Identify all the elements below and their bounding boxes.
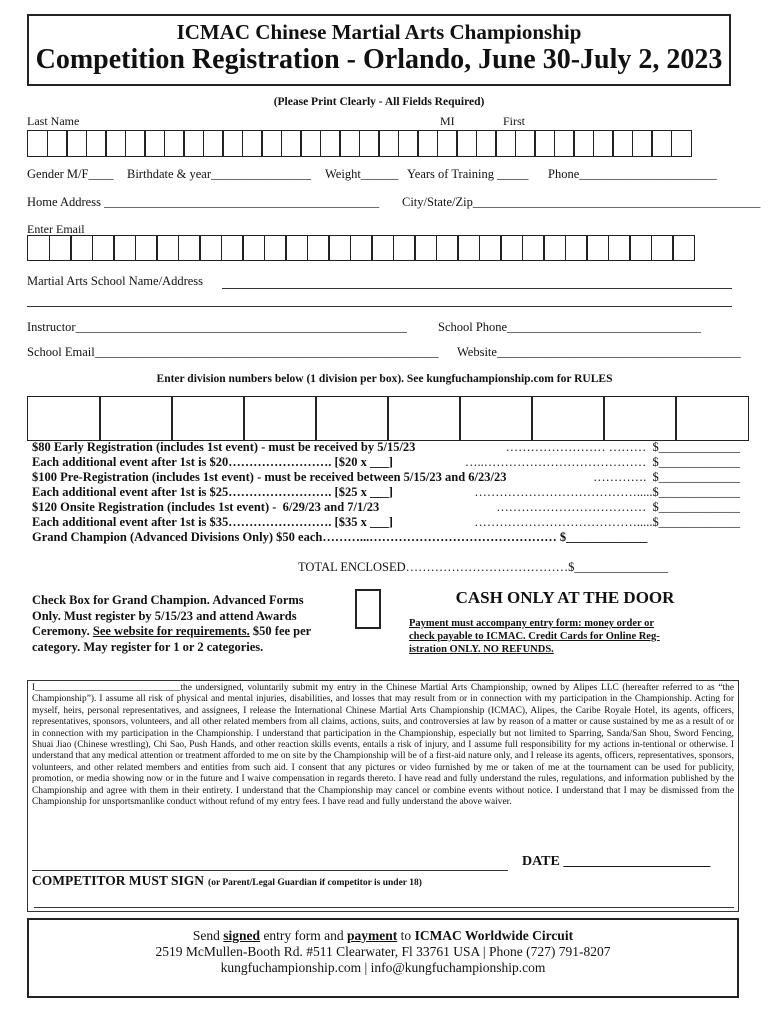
website-field[interactable]: Website_______________________________________ <box>457 345 741 359</box>
form-title: Competition Registration - Orlando, June 30-July 2, 2023 <box>35 44 723 75</box>
name-letter-box[interactable] <box>105 130 126 157</box>
fee-row <box>32 455 744 470</box>
grand-champion-line-2: Only. Must register by 5/15/23 and attend Awards <box>32 608 297 623</box>
name-letter-box[interactable] <box>515 130 536 157</box>
years-training-field[interactable]: Years of Training _____ <box>407 167 529 181</box>
name-letter-box[interactable] <box>203 130 224 157</box>
school-name-label: Martial Arts School Name/Address <box>27 274 204 288</box>
send-payment: payment <box>347 928 398 943</box>
email-letter-box[interactable] <box>629 235 652 261</box>
guardian-signature-line[interactable] <box>34 907 734 908</box>
waiver-name-blank[interactable]: I_______________________________ <box>32 683 181 693</box>
email-letter-box[interactable] <box>586 235 609 261</box>
fee-description: Each additional event after 1st is $20……………………. [$20 x ___] <box>32 455 393 469</box>
grand-champion-line-1: Check Box for Grand Champion. Advanced Forms <box>32 593 304 607</box>
email-letter-box[interactable] <box>156 235 179 261</box>
web-contact[interactable]: kungfuchampionship.com | info@kungfuchampionship.com <box>220 960 546 975</box>
email-letter-box[interactable] <box>285 235 308 261</box>
email-letter-box[interactable] <box>500 235 523 261</box>
gender-field[interactable]: Gender M/F____ <box>27 167 114 181</box>
sign-label: COMPETITOR MUST SIGN <box>32 873 205 888</box>
email-letter-box[interactable] <box>92 235 115 261</box>
email-letter-box[interactable] <box>178 235 201 261</box>
name-letter-box[interactable] <box>183 130 204 157</box>
fee-description: Each additional event after 1st is $25……………………. [$25 x ___] <box>32 485 393 499</box>
phone-field[interactable]: Phone______________________ <box>548 167 717 181</box>
name-letter-box[interactable] <box>86 130 107 157</box>
email-letter-box[interactable] <box>608 235 631 261</box>
fee-description: $100 Pre-Registration (includes 1st event) - must be received between 5/15/23 and 6/23/23 <box>32 470 507 484</box>
name-letter-box[interactable] <box>398 130 419 157</box>
name-letter-box[interactable] <box>261 130 282 157</box>
fee-row <box>32 470 744 485</box>
grand-champion-line-3: Ceremony. See website for requirements. $50 fee per <box>32 624 312 638</box>
payment-note <box>409 617 660 656</box>
name-letter-box[interactable] <box>593 130 614 157</box>
name-letter-box[interactable] <box>66 130 87 157</box>
waiver-box <box>27 680 739 912</box>
name-letter-box[interactable] <box>164 130 185 157</box>
name-letter-box[interactable] <box>359 130 380 157</box>
name-letter-box[interactable] <box>476 130 497 157</box>
last-name-label: Last Name <box>27 114 80 128</box>
total-enclosed-field[interactable]: TOTAL ENCLOSED…………………………………$_______________ <box>298 560 669 574</box>
first-name-label: First <box>503 114 526 128</box>
school-email-field[interactable]: School Email_______________________________________________________ <box>27 345 439 359</box>
email-letter-box[interactable] <box>543 235 566 261</box>
name-letter-box[interactable] <box>495 130 516 157</box>
name-letter-boxes[interactable] <box>27 130 690 157</box>
email-letter-box[interactable] <box>70 235 93 261</box>
name-letter-box[interactable] <box>534 130 555 157</box>
email-letter-box[interactable] <box>221 235 244 261</box>
send-instruction: Send signed entry form and payment to ICMAC Worldwide Circuit <box>192 928 574 943</box>
email-letter-box[interactable] <box>371 235 394 261</box>
name-letter-box[interactable] <box>47 130 68 157</box>
sign-note: (or Parent/Legal Guardian if competitor is under 18) <box>208 878 422 888</box>
waiver-body: the undersigned, voluntarily submit my entry in the Chinese Martial Arts Championship, owned by Alipes LLC (hereafter referred to as “the Championship”). I assume all risk of physical and mental injuries, disabilities, and losses that may result from or in connection with my participation in the Championship. Acting for myself, heirs, personal representatives, and assignees, I release the International Chinese Martial Arts Championship (ICMAC), Alipes, the Caribe Royale Hotel, its agents, officers, representatives, sponsors, volunteers, and all other related members from all claims, actions, suits, and controversies at law by reason of a matter or cause sustained by me as a result of or in connection with my participation in the Championship. I understand that participation in the Championship, especially but not limited to Sparring, Sanda/San Shou, Sword Fencing, Shuai Jiao (Chinese wrestling), Chi Sao, Push Hands, and other reaction skills events, entails a risk of injury, and I assume full responsibility for my actions in-tentional or otherwise. I understand that any medical attention or treatment afforded to me on site by the Championship will be of a first-aid nature only, and I release its agents, officers, representatives, sponsors, volunteers, and other related members and entities from such aid. I consent that any pictures or video furnished by me or taken of me at the tournament can be used for publicity, promotion, or media showing now or in the future and I waive compensation in regards thereto. I have read and fully understand the rules, regulations, and information published by the Championship and agree with them in their entirety. I understand that the Championship may cancel or combine events without notice. I understand that I may be dismissed from the Championship for unsportsmanlike conduct without refund of my entry fees. I have read and fully understand the above waiver. <box>32 683 734 808</box>
waiver-text <box>32 683 734 808</box>
email-letter-boxes[interactable] <box>27 235 694 261</box>
email-letter-box[interactable] <box>135 235 158 261</box>
sign-instruction <box>32 872 422 890</box>
email-letter-box[interactable] <box>651 235 674 261</box>
send-signed: signed <box>223 928 261 943</box>
school-phone-field[interactable]: School Phone_______________________________ <box>438 320 701 334</box>
city-state-zip-field[interactable]: City/State/Zip______________________________________________ <box>402 195 761 209</box>
email-letter-box[interactable] <box>264 235 287 261</box>
email-letter-box[interactable] <box>436 235 459 261</box>
fee-row <box>32 440 744 455</box>
name-letter-box[interactable] <box>671 130 692 157</box>
payment-note-line-1: Payment must accompany entry form: money order or <box>409 618 655 629</box>
email-letter-box[interactable] <box>307 235 330 261</box>
mi-label: MI <box>440 114 455 128</box>
name-letter-box[interactable] <box>281 130 302 157</box>
division-box[interactable] <box>531 396 605 441</box>
fee-description: $120 Onsite Registration (includes 1st event) - 6/29/23 and 7/1/23 <box>32 500 380 514</box>
email-letter-box[interactable] <box>457 235 480 261</box>
payment-note-line-2: check payable to ICMAC. Credit Cards for Online Reg- <box>409 631 660 642</box>
name-letter-box[interactable] <box>300 130 321 157</box>
name-letter-box[interactable] <box>554 130 575 157</box>
cash-heading: CASH ONLY AT THE DOOR <box>455 588 675 607</box>
footer-box <box>27 918 739 998</box>
fee-description: $80 Early Registration (includes 1st event) - must be received by 5/15/23 <box>32 440 416 454</box>
division-box[interactable] <box>27 396 101 441</box>
email-letter-box[interactable] <box>199 235 222 261</box>
school-address-line-2[interactable] <box>27 306 732 307</box>
name-letter-box[interactable] <box>27 130 48 157</box>
division-box[interactable] <box>675 396 749 441</box>
email-letter-box[interactable] <box>350 235 373 261</box>
name-letter-box[interactable] <box>456 130 477 157</box>
email-letter-box[interactable] <box>522 235 545 261</box>
email-label: Enter Email <box>27 222 85 236</box>
division-box[interactable] <box>243 396 317 441</box>
send-to: ICMAC Worldwide Circuit <box>414 928 574 943</box>
print-note: (Please Print Clearly - All Fields Required) <box>273 96 485 108</box>
fee-row <box>32 500 744 515</box>
name-letter-box[interactable] <box>651 130 672 157</box>
fee-amount[interactable]: ………………………………….....$_____________ <box>474 515 740 529</box>
name-letter-box[interactable] <box>417 130 438 157</box>
fee-list <box>32 440 744 545</box>
name-letter-box[interactable] <box>437 130 458 157</box>
email-letter-box[interactable] <box>113 235 136 261</box>
name-letter-box[interactable] <box>242 130 263 157</box>
mailing-address: 2519 McMullen-Booth Rd. #511 Clearwater, Fl 33761 USA | Phone (727) 791-8207 <box>155 944 611 959</box>
division-boxes[interactable] <box>27 396 747 441</box>
name-letter-box[interactable] <box>612 130 633 157</box>
email-letter-box[interactable] <box>27 235 50 261</box>
email-letter-box[interactable] <box>49 235 72 261</box>
name-letter-box[interactable] <box>222 130 243 157</box>
email-letter-box[interactable] <box>414 235 437 261</box>
event-title: ICMAC Chinese Martial Arts Championship <box>176 20 582 44</box>
name-letter-box[interactable] <box>339 130 360 157</box>
division-note: Enter division numbers below (1 division per box). See kungfuchampionship.com for RULES <box>156 373 613 385</box>
grand-champion-checkbox[interactable] <box>355 589 381 629</box>
birthdate-field[interactable]: Birthdate & year________________ <box>127 167 311 181</box>
email-letter-box[interactable] <box>565 235 588 261</box>
fee-amount[interactable]: …..………………………………… $_____________ <box>465 455 740 469</box>
division-box[interactable] <box>459 396 533 441</box>
email-letter-box[interactable] <box>672 235 695 261</box>
payment-note-line-3: istration ONLY. NO REFUNDS. <box>409 644 554 655</box>
email-letter-box[interactable] <box>328 235 351 261</box>
home-address-field[interactable]: Home Address ____________________________________________ <box>27 195 380 209</box>
email-letter-box[interactable] <box>242 235 265 261</box>
grand-champion-line-4: category. May register for 1 or 2 categories. <box>32 639 264 654</box>
division-box[interactable] <box>603 396 677 441</box>
weight-field[interactable]: Weight______ <box>325 167 399 181</box>
fee-row <box>32 485 744 500</box>
instructor-field[interactable]: Instructor_____________________________________________________ <box>27 320 407 334</box>
fee-row <box>32 530 744 545</box>
name-letter-box[interactable] <box>378 130 399 157</box>
email-letter-box[interactable] <box>479 235 502 261</box>
division-box[interactable] <box>387 396 461 441</box>
name-letter-box[interactable] <box>125 130 146 157</box>
name-letter-box[interactable] <box>320 130 341 157</box>
email-letter-box[interactable] <box>393 235 416 261</box>
grand-champion-text <box>32 593 311 655</box>
fee-row <box>32 515 744 530</box>
name-letter-box[interactable] <box>144 130 165 157</box>
title-box <box>27 14 731 86</box>
fee-description: Each additional event after 1st is $35……………………. [$35 x ___] <box>32 515 393 529</box>
division-box[interactable] <box>99 396 173 441</box>
division-box[interactable] <box>315 396 389 441</box>
fee-amount[interactable]: ……………………………… $_____________ <box>496 500 740 514</box>
fee-amount[interactable]: …………………… ……… $_____________ <box>505 440 740 454</box>
division-box[interactable] <box>171 396 245 441</box>
fee-amount[interactable]: ………………………………….....$_____________ <box>474 485 740 499</box>
name-letter-box[interactable] <box>573 130 594 157</box>
fee-description: Grand Champion (Advanced Divisions Only) $50 each………...……………………………………… $_____________ <box>32 530 648 544</box>
school-address-line-1[interactable] <box>222 288 732 289</box>
date-field[interactable]: DATE _____________________ <box>522 854 711 869</box>
name-letter-box[interactable] <box>632 130 653 157</box>
signature-line[interactable] <box>32 870 508 871</box>
fee-amount[interactable]: …………. $_____________ <box>593 470 740 484</box>
website-requirements-link[interactable]: See website for requirements. <box>92 624 250 638</box>
